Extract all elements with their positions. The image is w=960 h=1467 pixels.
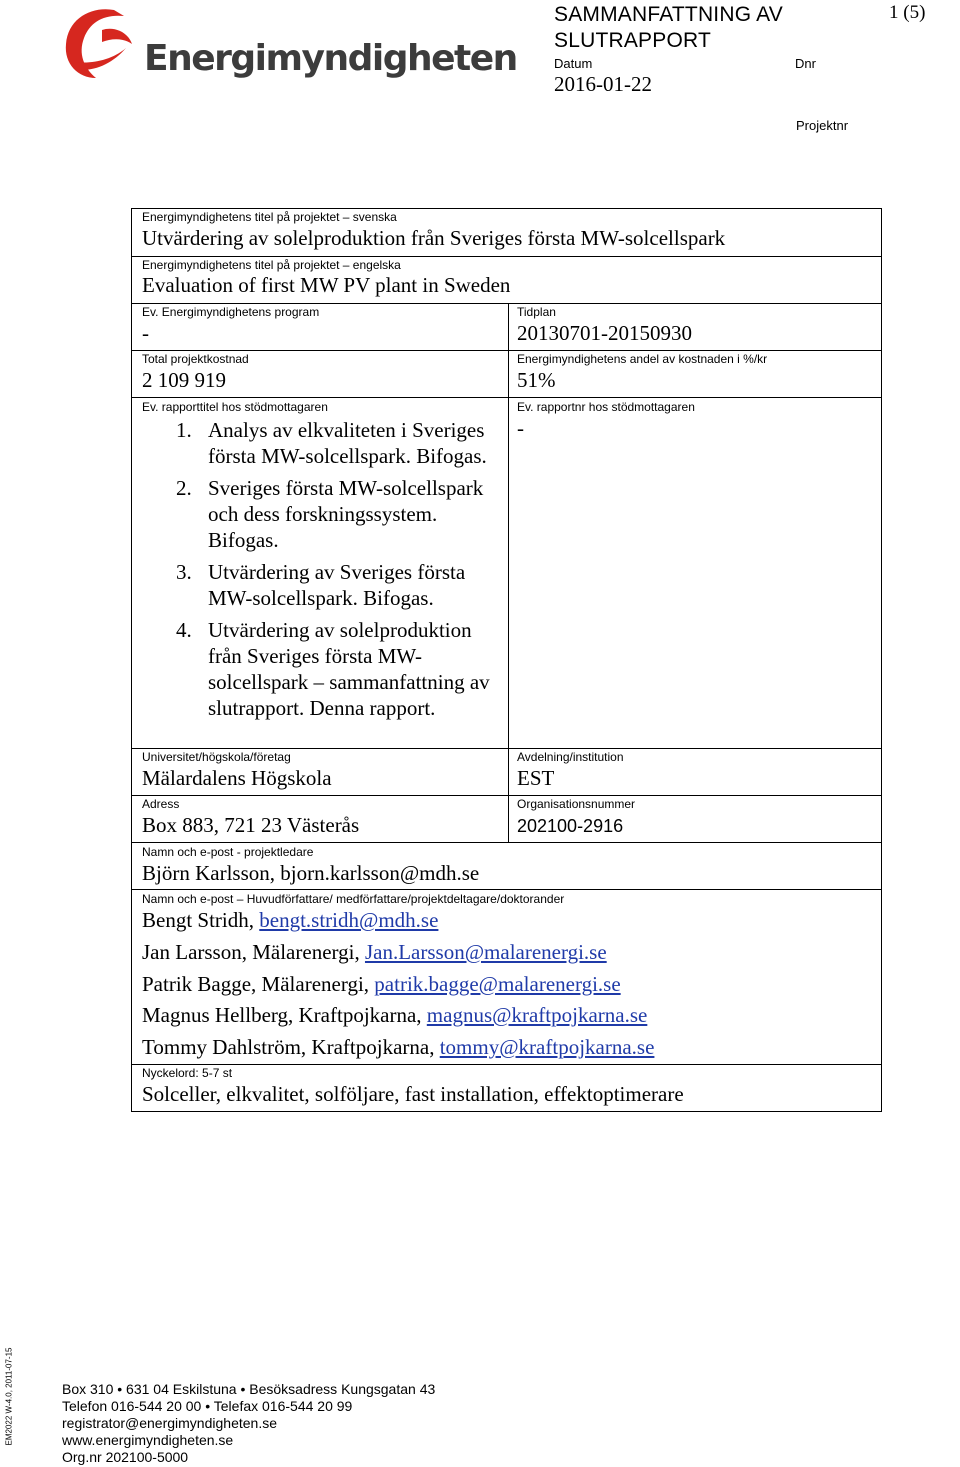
footer-contact (62, 1381, 435, 1466)
author-email-link[interactable]: bengt.stridh@mdh.se (259, 908, 439, 932)
list-number: 2. (176, 476, 192, 500)
university-value: Mälardalens Högskola (142, 766, 332, 790)
footer-phone: Telefon 016-544 20 00 • Telefax 016-544 20 99 (62, 1398, 353, 1414)
list-number: 4. (176, 618, 192, 642)
row-divider (131, 1064, 882, 1065)
author-email-link[interactable]: magnus@kraftpojkarna.se (426, 1003, 648, 1027)
author-name: Jan Larsson, Mälarenergi, (142, 940, 365, 964)
logo-wordmark: Energimyndigheten (144, 38, 517, 79)
row-divider (131, 748, 882, 749)
list-item (176, 617, 506, 721)
orgnr-label: Organisationsnummer (517, 797, 636, 811)
author-row (142, 1034, 654, 1060)
share-value: 51% (517, 368, 556, 392)
list-item (176, 417, 506, 469)
projektnr-label: Projektnr (796, 118, 849, 133)
report-title-text: Utvärdering av Sveriges första MW-solcellspark. Bifogas. (208, 560, 466, 610)
title-sv-value: Utvärdering av solelproduktion från Sveriges första MW-solcellspark (142, 226, 726, 250)
report-title-text: Sveriges första MW-solcellspark och dess forskningssystem. Bifogas. (208, 476, 484, 552)
row-divider (131, 256, 882, 257)
footer-email: registrator@energimyndigheten.se (62, 1415, 277, 1431)
report-title-label: Ev. rapporttitel hos stödmottagaren (142, 400, 328, 414)
author-name: Magnus Hellberg, Kraftpojkarna, (142, 1003, 427, 1027)
orgnr-value: 202100-2916 (517, 816, 624, 836)
datum-label: Datum (554, 56, 593, 71)
leader-label: Namn och e-post - projektledare (142, 845, 314, 859)
report-nr-label: Ev. rapportnr hos stödmottagaren (517, 400, 695, 414)
author-row (142, 1002, 647, 1028)
tidplan-label: Tidplan (517, 305, 556, 319)
dnr-label: Dnr (795, 56, 816, 71)
form-code: EM2022 W-4.0, 2011-07-15 (4, 1347, 14, 1446)
footer-address: Box 310 • 631 04 Eskilstuna • Besöksadress Kungsgatan 43 (62, 1381, 436, 1397)
footer-orgnr: Org.nr 202100-5000 (62, 1449, 189, 1465)
title-en-label: Energimyndighetens titel på projektet – engelska (142, 258, 401, 272)
author-name: Bengt Stridh, (142, 908, 260, 932)
authors-label: Namn och e-post – Huvudförfattare/ medförfattare/projektdeltagare/doktorander (142, 892, 565, 906)
tidplan-value: 20130701-20150930 (517, 321, 692, 345)
author-row (142, 971, 621, 997)
author-email-link[interactable]: Jan.Larsson@malarenergi.se (364, 940, 607, 964)
author-email-link[interactable]: patrik.bagge@malarenergi.se (374, 972, 621, 996)
row-divider (131, 350, 882, 351)
list-number: 3. (176, 560, 192, 584)
title-en-value: Evaluation of first MW PV plant in Sweden (142, 273, 511, 297)
logo-swoosh-icon (62, 4, 142, 84)
report-title-text: Utvärdering av solelproduktion från Sveriges första MW-solcellspark – sammanfattning av slutrapport. Denna rapport. (208, 618, 490, 720)
cost-label: Total projektkostnad (142, 352, 249, 366)
address-label: Adress (142, 797, 180, 811)
department-value: EST (517, 766, 555, 790)
page-number: 1 (5) (889, 2, 926, 23)
address-value: Box 883, 721 23 Västerås (142, 813, 360, 837)
cost-value: 2 109 919 (142, 368, 226, 392)
share-label: Energimyndighetens andel av kostnaden i %/kr (517, 352, 768, 366)
university-label: Universitet/högskola/företag (142, 750, 291, 764)
leader-value: Björn Karlsson, bjorn.karlsson@mdh.se (142, 861, 480, 885)
author-name: Tommy Dahlström, Kraftpojkarna, (142, 1035, 440, 1059)
energimyndigheten-logo (62, 4, 517, 90)
row-divider (131, 795, 882, 796)
list-item (176, 475, 506, 553)
department-label: Avdelning/institution (517, 750, 624, 764)
footer-website: www.energimyndigheten.se (62, 1432, 234, 1448)
list-item (176, 559, 506, 611)
report-nr-value: - (517, 416, 524, 440)
keywords-value: Solceller, elkvalitet, solföljare, fast installation, effektoptimerare (142, 1082, 684, 1106)
report-title-text: Analys av elkvaliteten i Sveriges första MW-solcellspark. Bifogas. (208, 418, 487, 468)
author-row (142, 939, 607, 965)
row-divider (131, 842, 882, 843)
title-sv-label: Energimyndighetens titel på projektet – svenska (142, 210, 397, 224)
keywords-label: Nyckelord: 5-7 st (142, 1066, 233, 1080)
author-row (142, 907, 438, 933)
program-value: - (142, 321, 149, 345)
column-divider (508, 303, 509, 842)
list-number: 1. (176, 418, 192, 442)
author-email-link[interactable]: tommy@kraftpojkarna.se (439, 1035, 655, 1059)
row-divider (131, 889, 882, 890)
document-title: SAMMANFATTNING AV SLUTRAPPORT (554, 3, 783, 52)
report-title-list (176, 417, 506, 727)
row-divider (131, 397, 882, 398)
program-label: Ev. Energimyndighetens program (142, 305, 320, 319)
author-name: Patrik Bagge, Mälarenergi, (142, 972, 375, 996)
row-divider (131, 303, 882, 304)
datum-value: 2016-01-22 (554, 72, 652, 96)
